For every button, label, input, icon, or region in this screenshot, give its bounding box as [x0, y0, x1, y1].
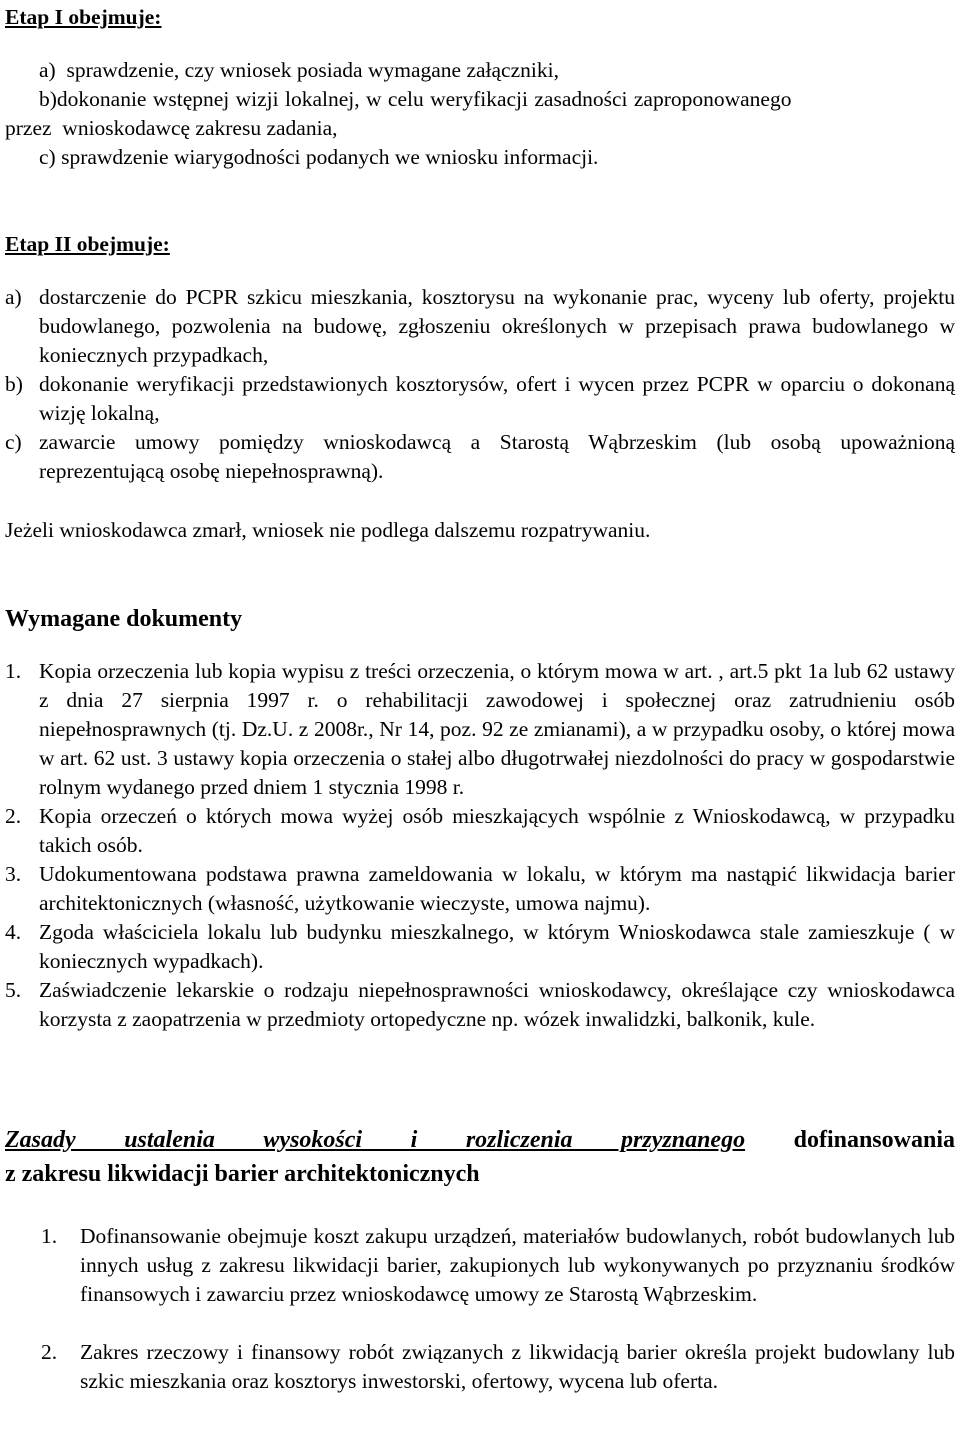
etap1-line-b-cont: przez wnioskodawcę zakresu zadania,	[5, 116, 338, 140]
required-doc-2-number: 2.	[5, 804, 22, 828]
etap2-item-c	[5, 428, 955, 486]
etap2-item-b-label: b)	[5, 372, 23, 396]
required-doc-4-text: Zgoda właściciela lokalu lub budynku mieszkalnego, w którym Wnioskodawca stale zamieszkuje ( w koniecznych wypadkach).	[39, 920, 955, 973]
required-doc-item-1	[5, 657, 955, 802]
required-doc-item-3	[5, 860, 955, 918]
etap2-list	[5, 283, 955, 486]
etap2-item-b-text: dokonanie weryfikacji przedstawionych kosztorysów, ofert i wycen przez PCPR w oparciu o dokonaną wizję lokalną,	[39, 372, 955, 425]
required-doc-item-4	[5, 918, 955, 976]
funding-rules-heading-line2: z zakresu likwidacji barier architektonicznych	[5, 1161, 480, 1187]
required-doc-2-text: Kopia orzeczeń o których mowa wyżej osób mieszkających wspólnie z Wnioskodawcą, w przypadku takich osób.	[39, 804, 955, 857]
required-doc-item-2	[5, 802, 955, 860]
funding-rules-heading-emphasis: Zasady ustalenia wysokości i rozliczenia przyznanego	[5, 1127, 746, 1153]
etap1-line-a: a) sprawdzenie, czy wniosek posiada wymagane załączniki,	[39, 58, 559, 82]
etap1-line-c: c) sprawdzenie wiarygodności podanych we wniosku informacji.	[39, 145, 599, 169]
deceased-note: Jeżeli wnioskodawca zmarł, wniosek nie podlega dalszemu rozpatrywaniu.	[5, 518, 651, 542]
funding-rule-2-number: 2.	[41, 1340, 58, 1364]
etap2-item-a-label: a)	[5, 285, 22, 309]
funding-rule-1-number: 1.	[41, 1224, 58, 1248]
required-doc-3-number: 3.	[5, 862, 22, 886]
etap1-line-b: b)dokonanie wstępnej wizji lokalnej, w celu weryfikacji zasadności zaproponowanego	[39, 87, 792, 111]
required-doc-5-number: 5.	[5, 978, 22, 1002]
etap1-heading: Etap I obejmuje:	[5, 5, 162, 29]
required-doc-1-number: 1.	[5, 659, 22, 683]
etap2-item-b	[5, 370, 955, 428]
required-doc-5-text: Zaświadczenie lekarskie o rodzaju niepełnosprawności wnioskodawcy, określające czy wnioskodawca korzysta z zaopatrzenia w przedmioty ortopedyczne np. wózek inwalidzki, balkonik, kule.	[39, 978, 955, 1031]
etap1-list	[5, 56, 955, 172]
funding-rule-2-text: Zakres rzeczowy i finansowy robót związanych z likwidacją barier określa projekt budowlany lub szkic mieszkania oraz kosztorys inwestorski, ofertowy, wycena lub oferta.	[80, 1340, 955, 1393]
required-doc-1-text: Kopia orzeczenia lub kopia wypisu z treści orzeczenia, o którym mowa w art. , art.5 pkt 1a lub 62 ustawy z dnia 27 sierpnia 1997 r. o rehabilitacji zawodowej i społecznej oraz zatrudnieniu osób niepełnosprawnych (tj. Dz.U. z 2008r., Nr 14, poz. 92 ze zmianami), a w przypadku osoby, o której mowa w art. 62 ust. 3 ustawy kopia orzeczenia o stałej albo długotrwałej niezdolności do pracy w gospodarstwie rolnym wydanego przed dniem 1 stycznia 1998 r.	[39, 659, 955, 799]
funding-rules-heading-line1	[5, 1123, 955, 1157]
funding-rules-list	[5, 1222, 955, 1396]
funding-rule-item-2	[5, 1338, 955, 1396]
funding-rule-item-1	[5, 1222, 955, 1309]
etap2-item-a	[5, 283, 955, 370]
etap2-item-c-label: c)	[5, 430, 22, 454]
required-doc-3-text: Udokumentowana podstawa prawna zameldowania w lokalu, w którym ma nastąpić likwidacja barier architektonicznych (własność, użytkowanie wieczyste, umowa najmu).	[39, 862, 955, 915]
etap2-item-a-text: dostarczenie do PCPR szkicu mieszkania, kosztorysu na wykonanie prac, wyceny lub oferty, projektu budowlanego, pozwolenia na budowę, zgłoszeniu określonych w przepisach prawa budowlanego w koniecznych przypadkach,	[39, 285, 955, 367]
funding-rules-heading-rest: dofinansowania	[745, 1127, 955, 1153]
required-documents-list	[5, 657, 955, 1034]
required-documents-heading: Wymagane dokumenty	[5, 606, 243, 632]
required-doc-item-5	[5, 976, 955, 1034]
funding-rule-1-text: Dofinansowanie obejmuje koszt zakupu urządzeń, materiałów budowlanych, robót budowlanych lub innych usług z zakresu likwidacji barier, zakupionych lub wykonywanych po przyznaniu środków finansowych i zawarciu przez wnioskodawcę umowy ze Starostą Wąbrzeskim.	[80, 1224, 955, 1306]
required-doc-4-number: 4.	[5, 920, 22, 944]
etap2-heading: Etap II obejmuje:	[5, 232, 170, 256]
funding-rules-heading	[5, 1123, 955, 1191]
etap2-item-c-text: zawarcie umowy pomiędzy wnioskodawcą a Starostą Wąbrzeskim (lub osobą upoważnioną reprezentującą osobę niepełnosprawną).	[39, 430, 955, 483]
